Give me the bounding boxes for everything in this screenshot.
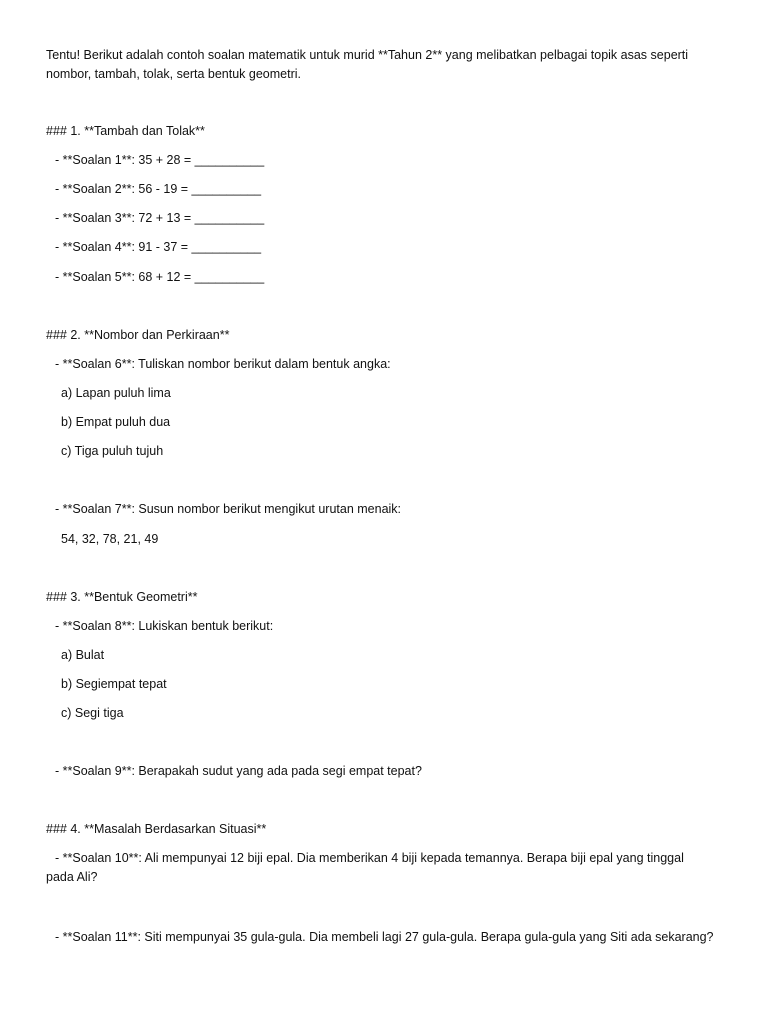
question-4: - **Soalan 4**: 91 - 37 = __________ bbox=[55, 240, 262, 254]
question-6-option-a: a) Lapan puluh lima bbox=[61, 386, 171, 400]
section-4-heading: ### 4. **Masalah Berdasarkan Situasi** bbox=[46, 822, 267, 836]
question-6-option-b: b) Empat puluh dua bbox=[61, 415, 171, 429]
question-9: - **Soalan 9**: Berapakah sudut yang ada pada segi empat tepat? bbox=[55, 764, 422, 778]
question-8: - **Soalan 8**: Lukiskan bentuk berikut: bbox=[55, 619, 274, 633]
question-6-option-c: c) Tiga puluh tujuh bbox=[61, 444, 164, 458]
question-7: - **Soalan 7**: Susun nombor berikut mengikut urutan menaik: bbox=[55, 502, 402, 516]
question-11: - **Soalan 11**: Siti mempunyai 35 gula-gula. Dia membeli lagi 27 gula-gula. Berapa gula-gula yang Siti ada sekarang? bbox=[55, 930, 714, 944]
question-6: - **Soalan 6**: Tuliskan nombor berikut dalam bentuk angka: bbox=[55, 357, 391, 371]
question-7-numbers: 54, 32, 78, 21, 49 bbox=[61, 532, 159, 546]
question-1: - **Soalan 1**: 35 + 28 = __________ bbox=[55, 153, 265, 167]
question-10: - **Soalan 10**: Ali mempunyai 12 biji epal. Dia memberikan 4 biji kepada temannya. Berapa biji epal yang tinggal pada Ali? bbox=[46, 851, 684, 884]
section-2-heading: ### 2. **Nombor dan Perkiraan** bbox=[46, 328, 230, 342]
question-5: - **Soalan 5**: 68 + 12 = __________ bbox=[55, 270, 265, 284]
question-8-option-b: b) Segiempat tepat bbox=[61, 677, 167, 691]
question-8-option-a: a) Bulat bbox=[61, 648, 105, 662]
question-2: - **Soalan 2**: 56 - 19 = __________ bbox=[55, 182, 262, 196]
intro-paragraph: Tentu! Berikut adalah contoh soalan matematik untuk murid **Tahun 2** yang melibatkan pelbagai topik asas seperti nombor, tambah, tolak, serta bentuk geometri. bbox=[46, 48, 689, 81]
section-1-heading: ### 1. **Tambah dan Tolak** bbox=[46, 124, 205, 138]
question-3: - **Soalan 3**: 72 + 13 = __________ bbox=[55, 211, 265, 225]
question-8-option-c: c) Segi tiga bbox=[61, 706, 124, 720]
section-3-heading: ### 3. **Bentuk Geometri** bbox=[46, 590, 198, 604]
